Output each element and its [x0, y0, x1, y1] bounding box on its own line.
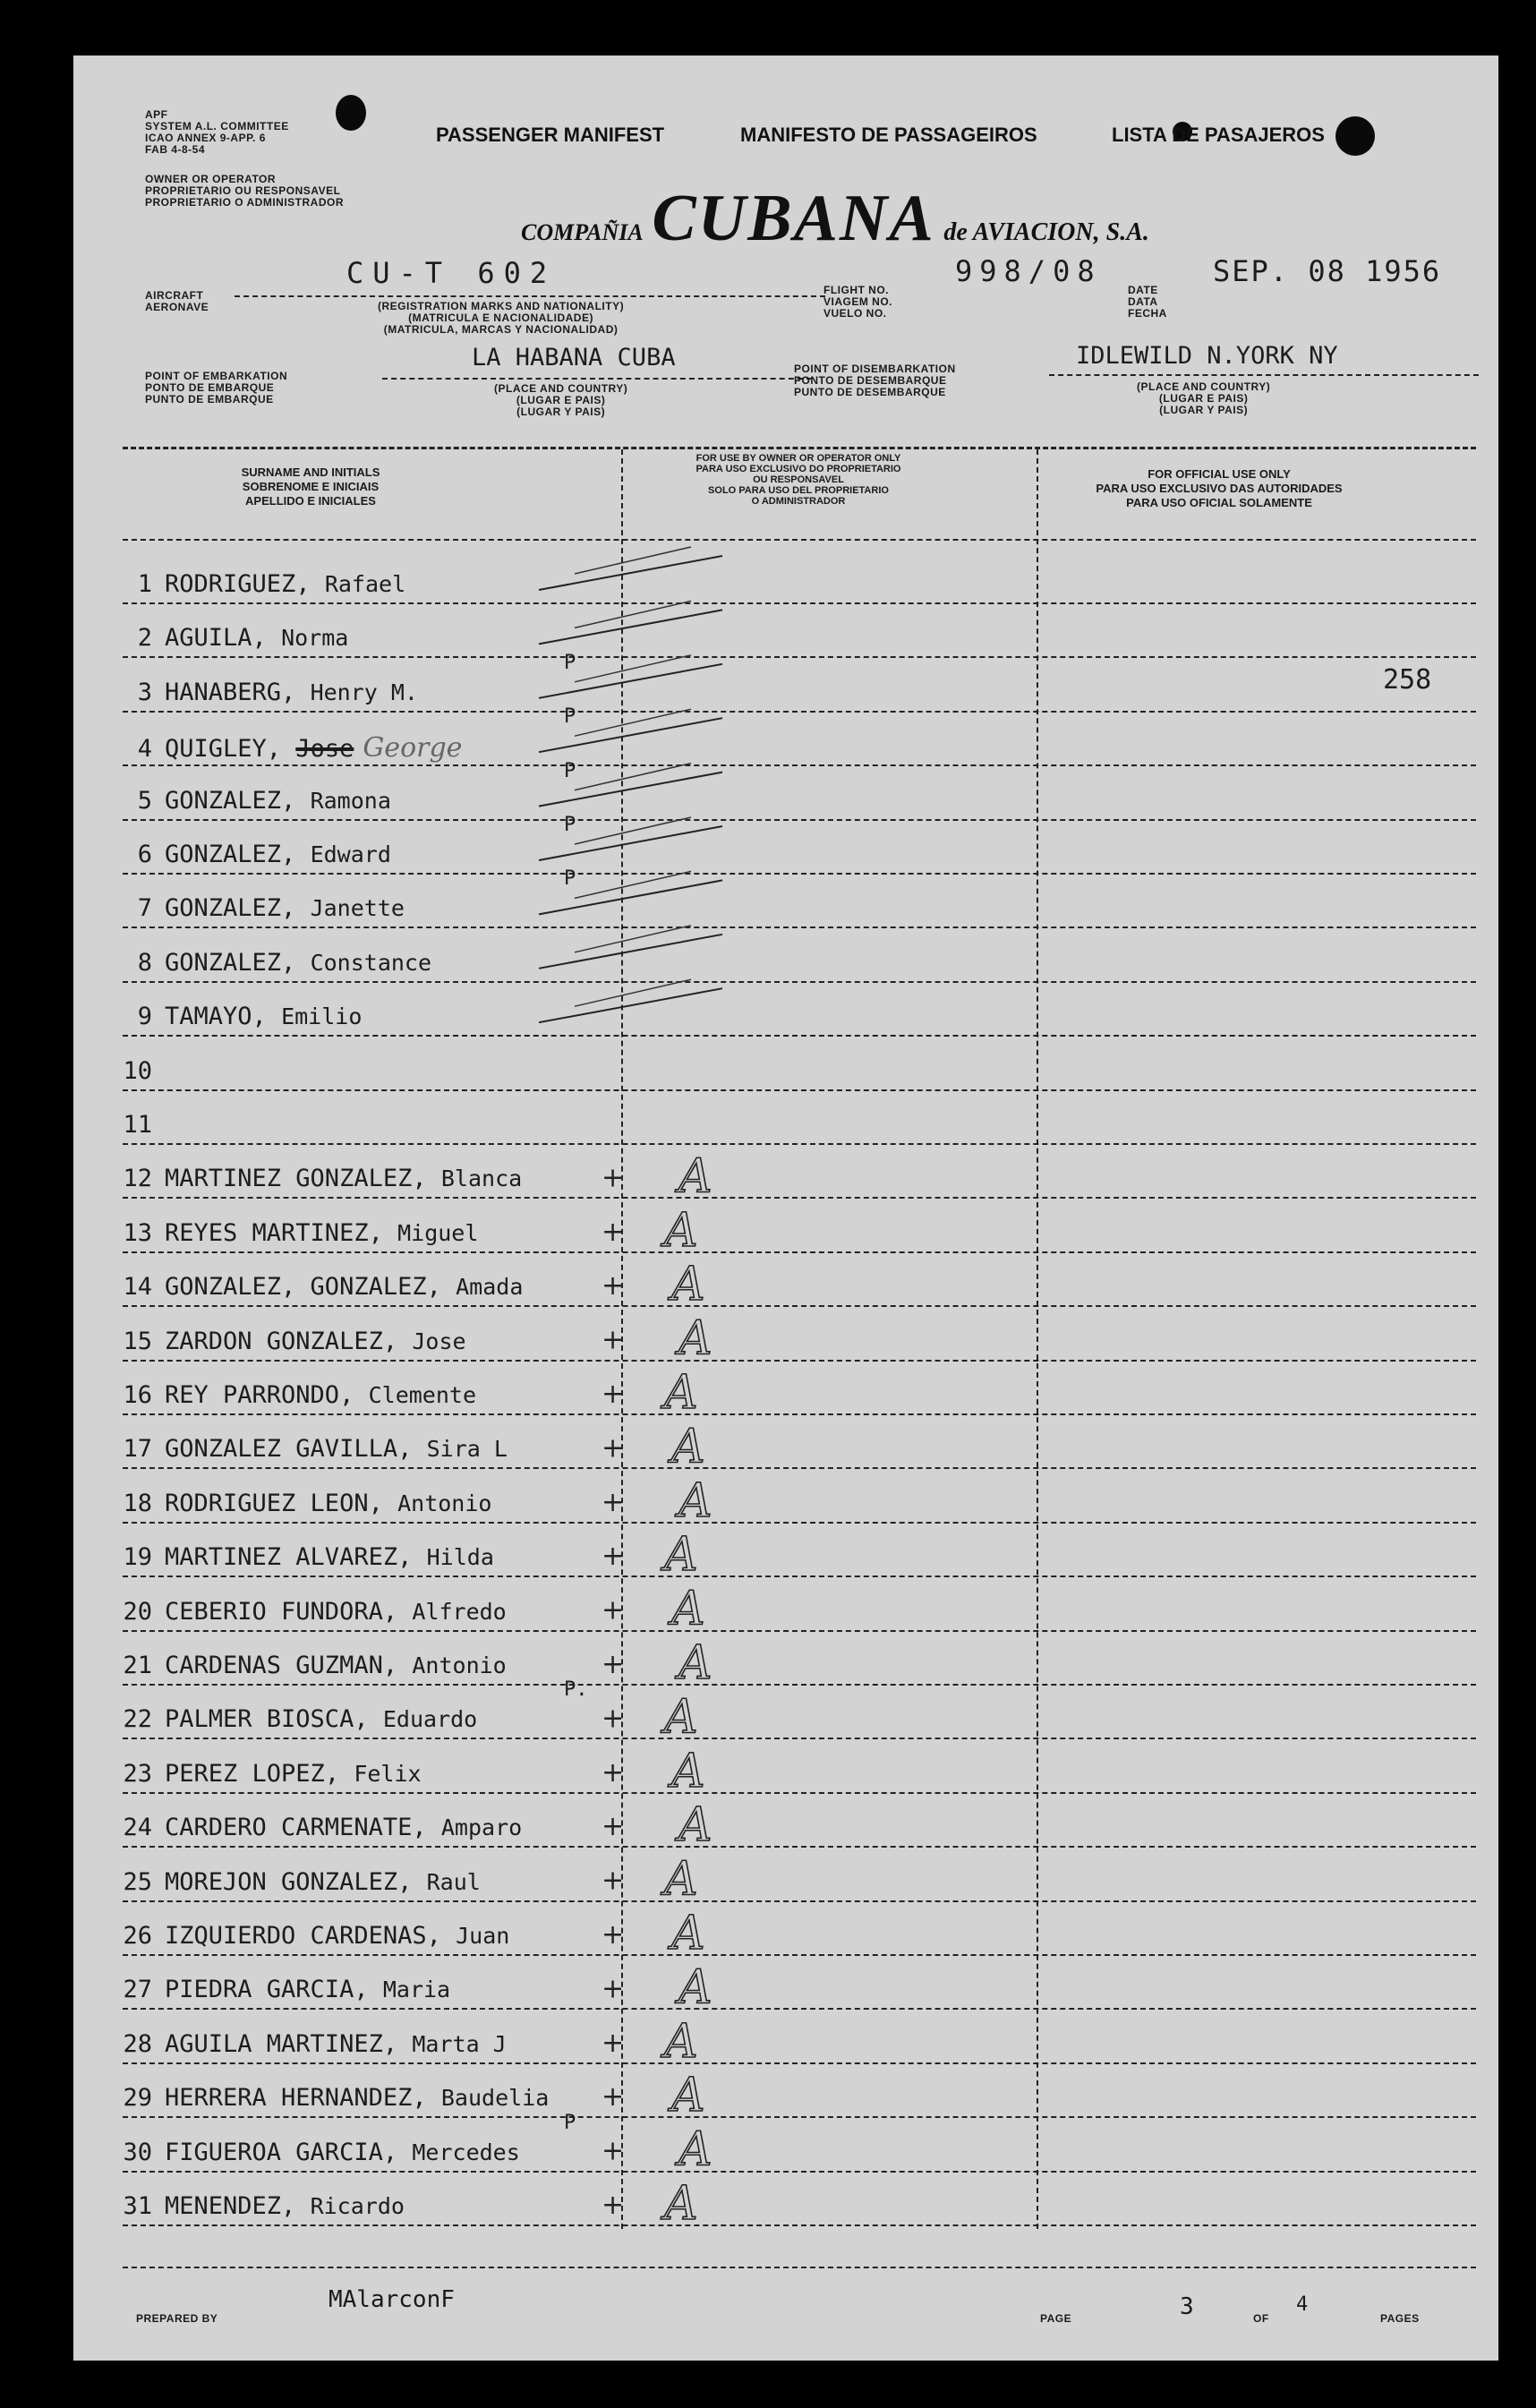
- passenger-surname: MARTINEZ ALVAREZ: [165, 1543, 398, 1572]
- date-label-line: DATE: [1128, 284, 1158, 296]
- pen-tick-mark: +: [602, 1703, 625, 1735]
- pen-a-mark: A: [671, 1420, 705, 1474]
- passenger-surname: TAMAYO: [165, 1003, 252, 1031]
- pen-a-mark: A: [678, 1798, 713, 1853]
- footer-page-value: 3: [1180, 2293, 1194, 2320]
- operator-mark: P: [564, 867, 576, 891]
- pen-tick-mark: +: [602, 1756, 625, 1789]
- row-number: 25: [123, 1867, 152, 1896]
- operator-mark: P.: [564, 1678, 588, 1702]
- operator-pen-marks: [73, 56, 1498, 2361]
- pen-slash: [575, 871, 691, 898]
- passenger-given-name: Norma: [281, 625, 349, 652]
- passenger-surname: QUIGLEY: [165, 735, 267, 764]
- passenger-given-name: Amada: [456, 1274, 524, 1301]
- pen-tick-mark: +: [602, 1270, 625, 1302]
- name-separator: ,: [252, 624, 282, 653]
- passenger-given-name: Maria: [382, 1977, 451, 2003]
- disembark-sub-line: (PLACE AND COUNTRY): [1137, 380, 1271, 393]
- pen-a-mark: A: [664, 1690, 698, 1745]
- name-separator: ,: [281, 948, 311, 977]
- embark-label-line: PONTO DE EMBARQUE: [145, 381, 275, 394]
- col-header-line: PARA USO EXCLUSIVO DAS AUTORIDADES: [1096, 482, 1343, 495]
- flight-value: 998/08: [955, 254, 1102, 288]
- pen-a-mark: A: [678, 2122, 713, 2177]
- pen-a-mark: A: [664, 1528, 698, 1583]
- name-separator: ,: [281, 786, 311, 815]
- footer-page-label: PAGE: [1040, 2312, 1072, 2325]
- pen-a-mark: A: [671, 1744, 705, 1798]
- name-separator: ,: [281, 894, 311, 923]
- passenger-surname: HANABERG: [165, 678, 282, 706]
- embark-sub-line: (LUGAR Y PAIS): [516, 406, 606, 418]
- pen-tick-mark: +: [602, 1973, 625, 2005]
- row-number: 13: [123, 1218, 152, 1247]
- name-separator: ,: [382, 1597, 413, 1626]
- pen-a-mark: A: [664, 2177, 698, 2231]
- passenger-surname: PEREZ LOPEZ: [165, 1759, 325, 1788]
- pen-a-mark: A: [671, 1582, 705, 1636]
- passenger-surname: FIGUEROA GARCIA: [165, 2138, 383, 2166]
- passenger-surname: IZQUIERDO CARDENAS: [165, 1922, 427, 1950]
- pen-tick-mark: +: [602, 1919, 625, 1951]
- name-separator: ,: [397, 1543, 427, 1572]
- handwritten-given-name: George: [363, 732, 463, 764]
- row-number: 2: [137, 624, 152, 653]
- pen-tick-mark: +: [602, 1865, 625, 1897]
- disembark-label-line: PONTO DE DESEMBARQUE: [794, 374, 947, 387]
- passenger-surname: RODRIGUEZ: [165, 570, 296, 598]
- passenger-given-name: Miguel: [397, 1219, 479, 1246]
- aircraft-label-line: AERONAVE: [145, 301, 209, 313]
- passenger-surname: REY PARRONDO: [165, 1381, 340, 1409]
- table-bottom-rule: [123, 2267, 1476, 2268]
- passenger-surname: MENENDEZ: [165, 2192, 282, 2220]
- disembark-value: IDLEWILD N.YORK NY: [1076, 342, 1338, 370]
- pen-a-mark: A: [678, 1636, 713, 1690]
- name-separator: ,: [281, 678, 311, 706]
- pen-tick-mark: +: [602, 1324, 625, 1356]
- pen-a-mark: A: [664, 1366, 698, 1420]
- pen-a-mark: A: [664, 2014, 698, 2069]
- footer-signature: MAlarconF: [329, 2286, 455, 2313]
- col-header-line: SOBRENOME E INICIAIS: [242, 480, 380, 493]
- name-separator: ,: [354, 1705, 383, 1734]
- pen-a-mark: A: [671, 1258, 705, 1312]
- disembark-sub-line: (LUGAR E PAIS): [1158, 392, 1249, 405]
- row-number: 17: [123, 1435, 152, 1464]
- passenger-surname: GONZALEZ: [165, 894, 282, 923]
- date-value: SEP. 08 1956: [1213, 254, 1442, 288]
- flight-label-line: VIAGEM NO.: [823, 295, 893, 308]
- passenger-given-name: Ricardo: [310, 2193, 405, 2219]
- name-separator: ,: [382, 1327, 413, 1355]
- passenger-surname: HERRERA HERNANDEZ: [165, 2084, 413, 2113]
- pen-tick-mark: +: [602, 2081, 625, 2113]
- operator-mark: P: [564, 2111, 576, 2134]
- pen-tick-mark: +: [602, 2190, 625, 2221]
- pen-slash: [575, 547, 691, 574]
- pen-tick-mark: +: [602, 1432, 625, 1464]
- passenger-given-name: Raul: [426, 1868, 481, 1895]
- footer-prepared-by: PREPARED BY: [136, 2312, 218, 2325]
- manifest-sheet: [73, 56, 1498, 2361]
- aircraft-value: CU-T 602: [346, 256, 557, 290]
- passenger-given-name: Clemente: [368, 1382, 477, 1408]
- row-number: 10: [123, 1056, 152, 1085]
- col-header-line: SOLO PARA USO DEL PROPRIETARIO: [708, 485, 889, 496]
- row-number: 27: [123, 1976, 152, 2004]
- embark-sub-line: (LUGAR E PAIS): [516, 394, 606, 406]
- row-number: 18: [123, 1489, 152, 1517]
- name-separator: ,: [368, 1218, 398, 1247]
- aircraft-sub-line: (MATRICULA, MARCAS Y NACIONALIDAD): [383, 323, 619, 336]
- pen-slash: [575, 709, 691, 736]
- passenger-surname: RODRIGUEZ LEON: [165, 1489, 369, 1517]
- pen-tick-mark: +: [602, 1216, 625, 1248]
- passenger-given-name: Jose: [412, 1328, 466, 1354]
- pen-tick-mark: +: [602, 2027, 625, 2059]
- row-number: 26: [123, 1922, 152, 1950]
- pen-tick-mark: +: [602, 1486, 625, 1518]
- row-number: 9: [137, 1003, 152, 1031]
- pen-slash: [575, 817, 691, 844]
- embark-label-line: POINT OF EMBARKATION: [145, 370, 288, 382]
- pen-a-mark: A: [678, 1960, 713, 2015]
- pen-tick-mark: +: [602, 2135, 625, 2167]
- name-separator: ,: [412, 1165, 441, 1193]
- pen-tick-mark: +: [602, 1594, 625, 1627]
- passenger-given-name: Sira L: [426, 1436, 508, 1463]
- owner-label-line: OWNER OR OPERATOR: [145, 173, 277, 185]
- passenger-given-name: Alfredo: [412, 1598, 507, 1625]
- row-number: 23: [123, 1759, 152, 1788]
- flight-label-line: VUELO NO.: [823, 307, 887, 320]
- passenger-surname: GONZALEZ: [165, 948, 282, 977]
- disembark-sub-line: (LUGAR Y PAIS): [1159, 404, 1249, 416]
- name-separator: ,: [324, 1759, 354, 1788]
- embark-label-line: PUNTO DE EMBARQUE: [145, 393, 274, 406]
- form-code-line: APF: [145, 108, 168, 121]
- row-number: 8: [137, 948, 152, 977]
- passenger-given-name: Henry M.: [310, 679, 418, 705]
- footer-pages-label: PAGES: [1380, 2312, 1420, 2325]
- row-number: 5: [137, 786, 152, 815]
- name-separator: ,: [397, 1435, 427, 1464]
- name-separator: ,: [281, 2192, 311, 2220]
- pen-tick-mark: +: [602, 1649, 625, 1680]
- pen-a-mark: A: [678, 1473, 713, 1528]
- col-header-line: PARA USO OFICIAL SOLAMENTE: [1126, 496, 1312, 509]
- passenger-given-name: Ramona: [310, 787, 391, 814]
- row-number: 11: [123, 1111, 152, 1139]
- passenger-surname: MARTINEZ GONZALEZ: [165, 1165, 413, 1193]
- title-lista: LISTA DE PASAJEROS: [1112, 124, 1325, 146]
- name-separator: ,: [382, 2029, 413, 2058]
- passenger-given-name: Rafael: [324, 571, 406, 597]
- row-number: 7: [137, 894, 152, 923]
- pen-tick-mark: +: [602, 1379, 625, 1410]
- row-number: 29: [123, 2084, 152, 2113]
- row-number: 31: [123, 2192, 152, 2220]
- pen-a-mark: A: [678, 1149, 713, 1204]
- operator-mark: P: [564, 651, 576, 674]
- passenger-given-name: Antonio: [397, 1490, 492, 1516]
- row-number: 15: [123, 1327, 152, 1355]
- date-label-line: DATA: [1128, 295, 1158, 308]
- name-separator: ,: [281, 841, 311, 868]
- official-note: 258: [1383, 664, 1432, 696]
- operator-mark: P: [564, 814, 576, 836]
- row-number: 12: [123, 1165, 152, 1193]
- col-header-line: APELLIDO E INICIALES: [245, 494, 376, 508]
- passenger-given-name: Janette: [310, 895, 405, 922]
- pen-tick-mark: +: [602, 1811, 625, 1843]
- name-separator: ,: [266, 735, 296, 764]
- passenger-given-name: Eduardo: [382, 1706, 478, 1733]
- disembark-label-line: POINT OF DISEMBARKATION: [794, 363, 956, 375]
- pen-a-mark: A: [671, 2069, 705, 2123]
- row-number: 22: [123, 1705, 152, 1734]
- pen-slash: [575, 764, 691, 790]
- passenger-surname: REYES MARTINEZ: [165, 1218, 369, 1247]
- passenger-given-name: Marta J: [412, 2030, 507, 2057]
- name-separator: ,: [382, 1652, 413, 1679]
- col-header-line: SURNAME AND INITIALS: [241, 465, 380, 479]
- owner-label-line: PROPRIETARIO OU RESPONSAVEL: [145, 184, 341, 197]
- passenger-given-name: Constance: [310, 949, 432, 976]
- row-number: 14: [123, 1273, 152, 1302]
- pen-a-mark: A: [671, 1907, 705, 1960]
- row-number: 1: [137, 570, 152, 598]
- col-header-line: PARA USO EXCLUSIVO DO PROPRIETARIO: [695, 464, 901, 474]
- passenger-given-name: Juan: [456, 1923, 510, 1949]
- col-header-line: FOR USE BY OWNER OR OPERATOR ONLY: [695, 453, 901, 464]
- aircraft-sub-line: (REGISTRATION MARKS AND NATIONALITY): [378, 300, 625, 312]
- struck-given-name: Jose: [295, 735, 354, 764]
- embark-value: LA HABANA CUBA: [472, 344, 676, 371]
- date-label-line: FECHA: [1128, 307, 1167, 320]
- passenger-given-name: Edward: [310, 841, 391, 867]
- passenger-surname: CARDERO CARMENATE: [165, 1814, 413, 1842]
- col-header-line: OU RESPONSAVEL: [753, 474, 844, 485]
- name-separator: ,: [295, 570, 325, 598]
- row-number: 3: [137, 678, 152, 706]
- name-separator: ,: [368, 1489, 398, 1517]
- row-number: 4: [137, 735, 152, 764]
- row-number: 30: [123, 2138, 152, 2166]
- passenger-surname: AGUILA MARTINEZ: [165, 2029, 383, 2058]
- passenger-surname: PIEDRA GARCIA: [165, 1976, 354, 2004]
- row-number: 6: [137, 841, 152, 868]
- row-number: 19: [123, 1543, 152, 1572]
- passenger-given-name: Antonio: [412, 1652, 507, 1678]
- disembark-label-line: PUNTO DE DESEMBARQUE: [794, 386, 946, 398]
- passenger-surname: GONZALEZ: [165, 786, 282, 815]
- pen-tick-mark: +: [602, 1162, 625, 1194]
- name-separator: ,: [252, 1003, 282, 1031]
- aircraft-sub-line: (MATRICULA E NACIONALIDADE): [408, 312, 593, 324]
- passenger-surname: PALMER BIOSCA: [165, 1705, 354, 1734]
- name-separator: ,: [397, 1867, 427, 1896]
- embark-sub-line: (PLACE AND COUNTRY): [494, 382, 628, 395]
- row-number: 24: [123, 1814, 152, 1842]
- name-separator: ,: [382, 2138, 413, 2166]
- pen-slash: [575, 926, 691, 952]
- passenger-surname: CEBERIO FUNDORA: [165, 1597, 383, 1626]
- form-code-line: FAB 4-8-54: [145, 143, 206, 156]
- pen-slash: [575, 979, 691, 1006]
- passenger-given-name: Baudelia: [440, 2085, 550, 2112]
- pen-a-mark: A: [664, 1203, 698, 1258]
- operator-mark: P: [564, 759, 576, 782]
- col-header-line: O ADMINISTRADOR: [751, 496, 846, 507]
- form-code-line: ICAO ANNEX 9-APP. 6: [145, 132, 266, 144]
- pen-slash: [575, 655, 691, 682]
- name-separator: ,: [412, 2084, 441, 2113]
- aircraft-label-line: AIRCRAFT: [145, 289, 204, 302]
- passenger-given-name: Amparo: [440, 1815, 523, 1841]
- col-header-line: FOR OFFICIAL USE ONLY: [1148, 467, 1291, 481]
- owner-label-line: PROPRIETARIO O ADMINISTRADOR: [145, 196, 345, 209]
- passenger-given-name: Blanca: [440, 1166, 523, 1192]
- row-number: 28: [123, 2029, 152, 2058]
- row-number: 16: [123, 1381, 152, 1409]
- title-manifesto: MANIFESTO DE PASSAGEIROS: [740, 124, 1037, 146]
- row-number: 20: [123, 1597, 152, 1626]
- name-separator: ,: [426, 1273, 457, 1302]
- company-name: CUBANA: [652, 182, 935, 255]
- name-separator: ,: [354, 1976, 383, 2004]
- company-prefix: COMPAÑIA: [521, 219, 644, 245]
- passenger-given-name: Hilda: [426, 1544, 494, 1571]
- company-suffix: de AVIACION, S.A.: [943, 218, 1149, 246]
- passenger-given-name: Mercedes: [412, 2139, 520, 2165]
- flight-label-line: FLIGHT NO.: [823, 284, 889, 296]
- passenger-given-name: Felix: [354, 1760, 422, 1787]
- title-passenger-manifest: PASSENGER MANIFEST: [436, 124, 665, 146]
- name-separator: ,: [412, 1814, 441, 1842]
- passenger-surname: AGUILA: [165, 624, 252, 653]
- footer-pages-value: 4: [1296, 2293, 1309, 2316]
- name-separator: ,: [339, 1381, 369, 1409]
- passenger-surname: ZARDON GONZALEZ: [165, 1327, 383, 1355]
- pen-slash: [575, 601, 691, 628]
- pen-tick-mark: +: [602, 1541, 625, 1573]
- footer-of-label: OF: [1253, 2312, 1269, 2325]
- passenger-surname: CARDENAS GUZMAN: [165, 1652, 383, 1679]
- passenger-surname: GONZALEZ, GONZALEZ: [165, 1273, 427, 1302]
- name-separator: ,: [426, 1922, 457, 1950]
- passenger-surname: GONZALEZ: [165, 841, 282, 868]
- operator-mark: P: [564, 705, 576, 729]
- form-code-line: SYSTEM A.L. COMMITTEE: [145, 120, 289, 132]
- passenger-surname: GONZALEZ GAVILLA: [165, 1435, 398, 1464]
- pen-a-mark: A: [678, 1311, 713, 1366]
- row-number: 21: [123, 1652, 152, 1679]
- passenger-surname: MOREJON GONZALEZ: [165, 1867, 398, 1896]
- passenger-given-name: Emilio: [281, 1003, 363, 1030]
- pen-a-mark: A: [664, 1852, 698, 1907]
